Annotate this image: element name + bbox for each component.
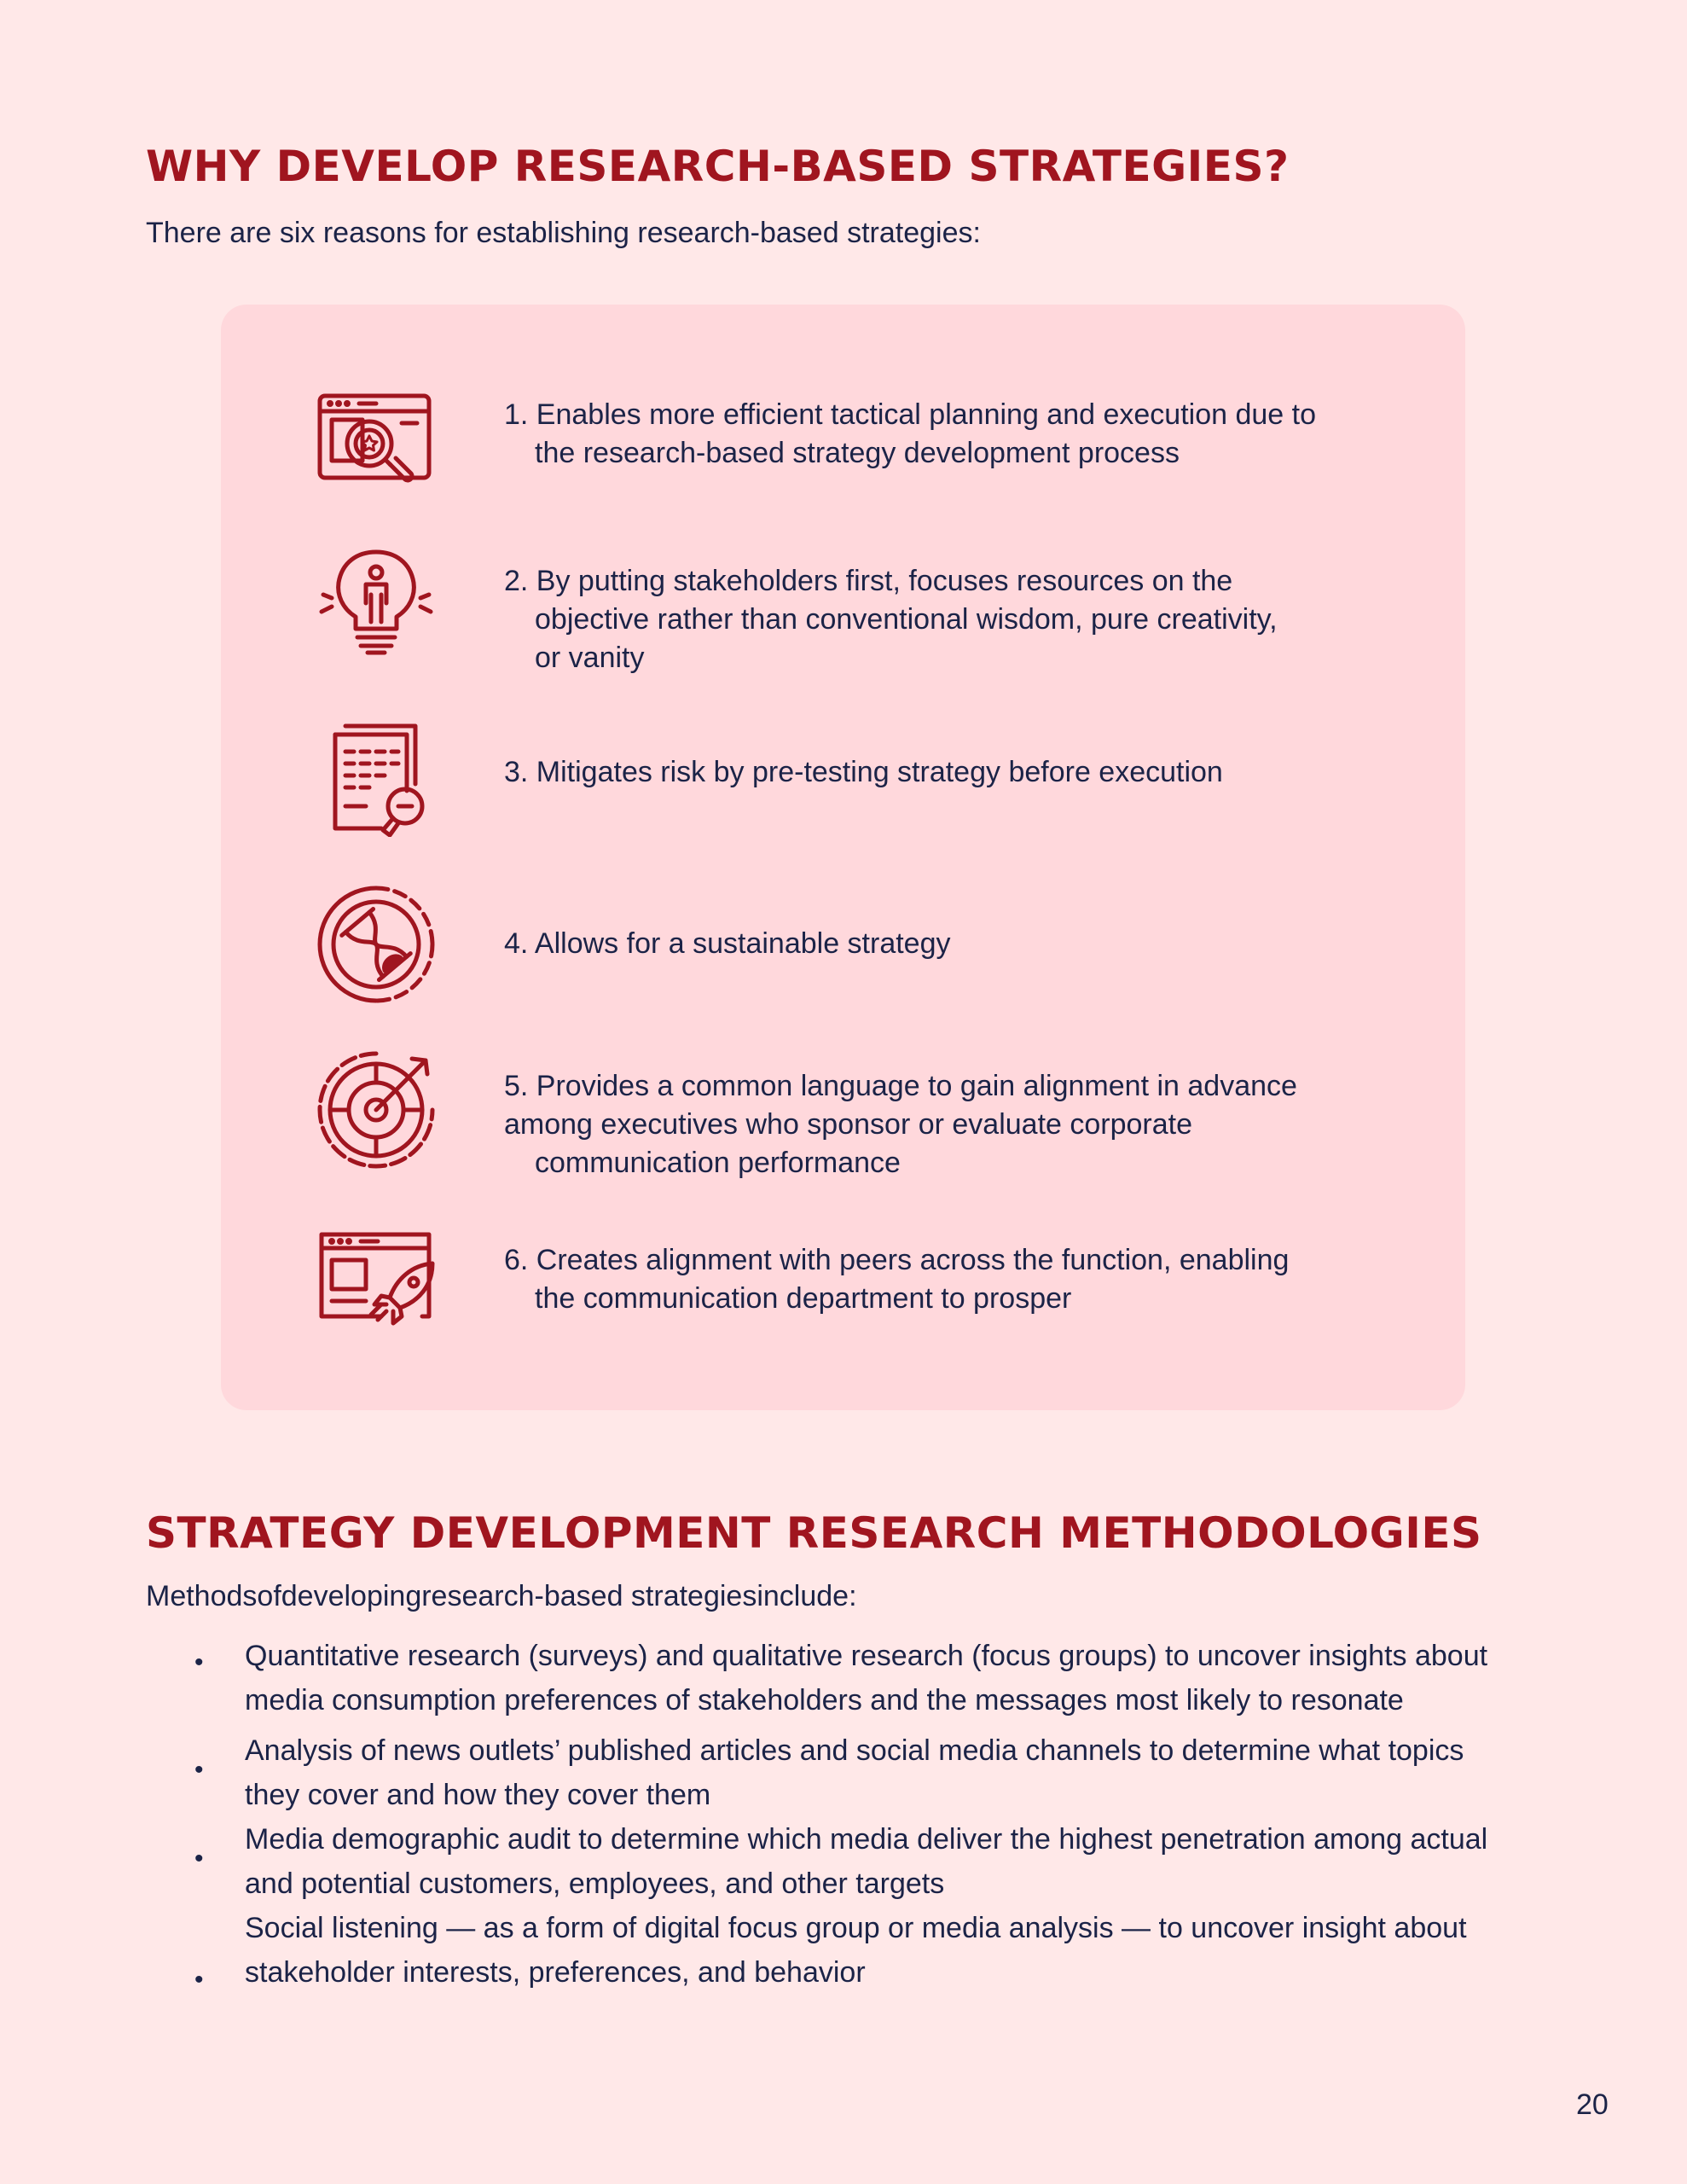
reason-text — [504, 925, 1357, 963]
list-item-text — [245, 1817, 1487, 1906]
web-search-icon — [316, 386, 436, 505]
reason-text — [504, 562, 1357, 677]
list-item-line: stakeholder interests, preferences, and behavior — [245, 1956, 866, 1989]
rocket-window-icon — [316, 1223, 436, 1342]
list-item-text — [245, 1634, 1487, 1722]
reasons-panel — [221, 305, 1465, 1410]
reason-text — [504, 753, 1357, 792]
list-item-line: Social listening — as a form of digital focus group or media analysis — to uncover insight about — [245, 1912, 1467, 1944]
reason-text — [504, 1241, 1357, 1318]
bullet-icon: • — [194, 1966, 204, 1994]
section-intro-why: There are six reasons for establishing research-based strategies: — [146, 217, 981, 249]
reason-text — [504, 396, 1357, 473]
reason-line: 6. Creates alignment with peers across the function, enabling — [504, 1244, 1290, 1276]
reason-line: objective rather than conventional wisdom, pure creativity, — [535, 603, 1278, 636]
reason-line: 1. Enables more efficient tactical planning and execution due to — [504, 398, 1316, 431]
list-item-line: Quantitative research (surveys) and qualitative research (focus groups) to uncover insights about — [245, 1640, 1488, 1672]
section-intro-methodologies: Methodsofdevelopingresearch-based strategiesinclude: — [146, 1580, 857, 1612]
document-idea-icon — [316, 717, 436, 837]
bullet-icon: • — [194, 1756, 204, 1784]
reason-line: communication performance — [535, 1147, 901, 1179]
reason-line: or vanity — [535, 642, 645, 674]
list-item-line: and potential customers, employees, and other targets — [245, 1867, 945, 1900]
reason-line: the research-based strategy development process — [535, 437, 1180, 469]
section-title-why: WHY DEVELOP RESEARCH-BASED STRATEGIES? — [146, 142, 1290, 191]
list-item-text — [245, 1728, 1464, 1817]
bullet-icon: • — [194, 1844, 204, 1873]
reason-line: 4. Allows for a sustainable strategy — [504, 927, 951, 960]
section-title-methodologies: STRATEGY DEVELOPMENT RESEARCH METHODOLOGIES — [146, 1508, 1482, 1558]
list-item-line: they cover and how they cover them — [245, 1779, 711, 1811]
page-number: 20 — [1576, 2088, 1609, 2121]
hourglass-icon — [316, 885, 436, 1004]
reason-line: 2. By putting stakeholders first, focuses resources on the — [504, 565, 1233, 597]
bullet-icon: • — [194, 1648, 204, 1676]
lightbulb-person-icon — [316, 543, 436, 663]
list-item-line: Analysis of news outlets’ published articles and social media channels to determine what topics — [245, 1734, 1464, 1767]
reason-line: among executives who sponsor or evaluate corporate — [504, 1108, 1193, 1141]
list-item-text — [245, 1906, 1467, 1995]
target-arrow-icon — [316, 1050, 436, 1170]
reason-line: 5. Provides a common language to gain alignment in advance — [504, 1070, 1297, 1102]
list-item-line: media consumption preferences of stakeholders and the messages most likely to resonate — [245, 1684, 1404, 1716]
reason-line: 3. Mitigates risk by pre-testing strategy before execution — [504, 756, 1223, 788]
list-item-line: Media demographic audit to determine which media deliver the highest penetration among actual — [245, 1823, 1488, 1856]
reason-text — [504, 1067, 1357, 1182]
reason-line: the communication department to prosper — [535, 1282, 1072, 1315]
